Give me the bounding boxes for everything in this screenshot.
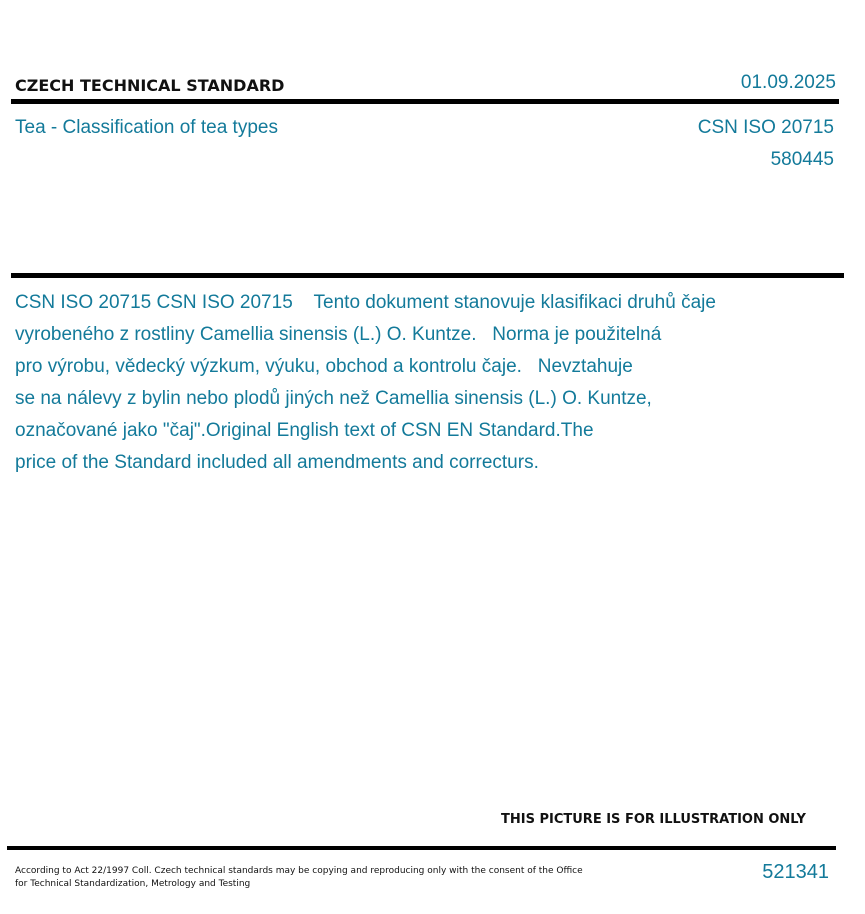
description-line: price of the Standard included all amendments and correcturs. [15,452,539,473]
standard-description [15,287,825,479]
document-id: 521341 [762,861,829,883]
description-line: vyrobeného z rostliny Camellia sinensis (L.) O. Kuntze. Norma je použitelná [15,324,662,345]
description-line: CSN ISO 20715 CSN ISO 20715 Tento dokument stanovuje klasifikaci druhů čaje [15,292,716,313]
issue-date: 01.09.2025 [740,72,836,93]
legal-notice-line: for Technical Standardization, Metrology and Testing [15,879,251,889]
standard-title: Tea - Classification of tea types [15,117,278,138]
illustration-disclaimer: THIS PICTURE IS FOR ILLUSTRATION ONLY [501,812,806,827]
document-heading: CZECH TECHNICAL STANDARD [15,76,285,95]
footer-divider [7,846,836,850]
catalog-number: 580445 [770,149,834,170]
description-line: se na nálevy z bylin nebo plodů jiných než Camellia sinensis (L.) O. Kuntze, [15,388,652,409]
content-divider [11,273,844,278]
description-line: pro výrobu, vědecký výzkum, výuku, obchod a kontrolu čaje. Nevztahuje [15,356,633,377]
standard-code: CSN ISO 20715 [697,117,834,138]
description-line: označované jako "čaj".Original English text of CSN EN Standard.The [15,420,594,441]
header-divider [11,99,839,104]
legal-notice-line: According to Act 22/1997 Coll. Czech technical standards may be copying and reproducing only with the consent of the Office [15,866,583,876]
legal-notice [15,865,615,891]
